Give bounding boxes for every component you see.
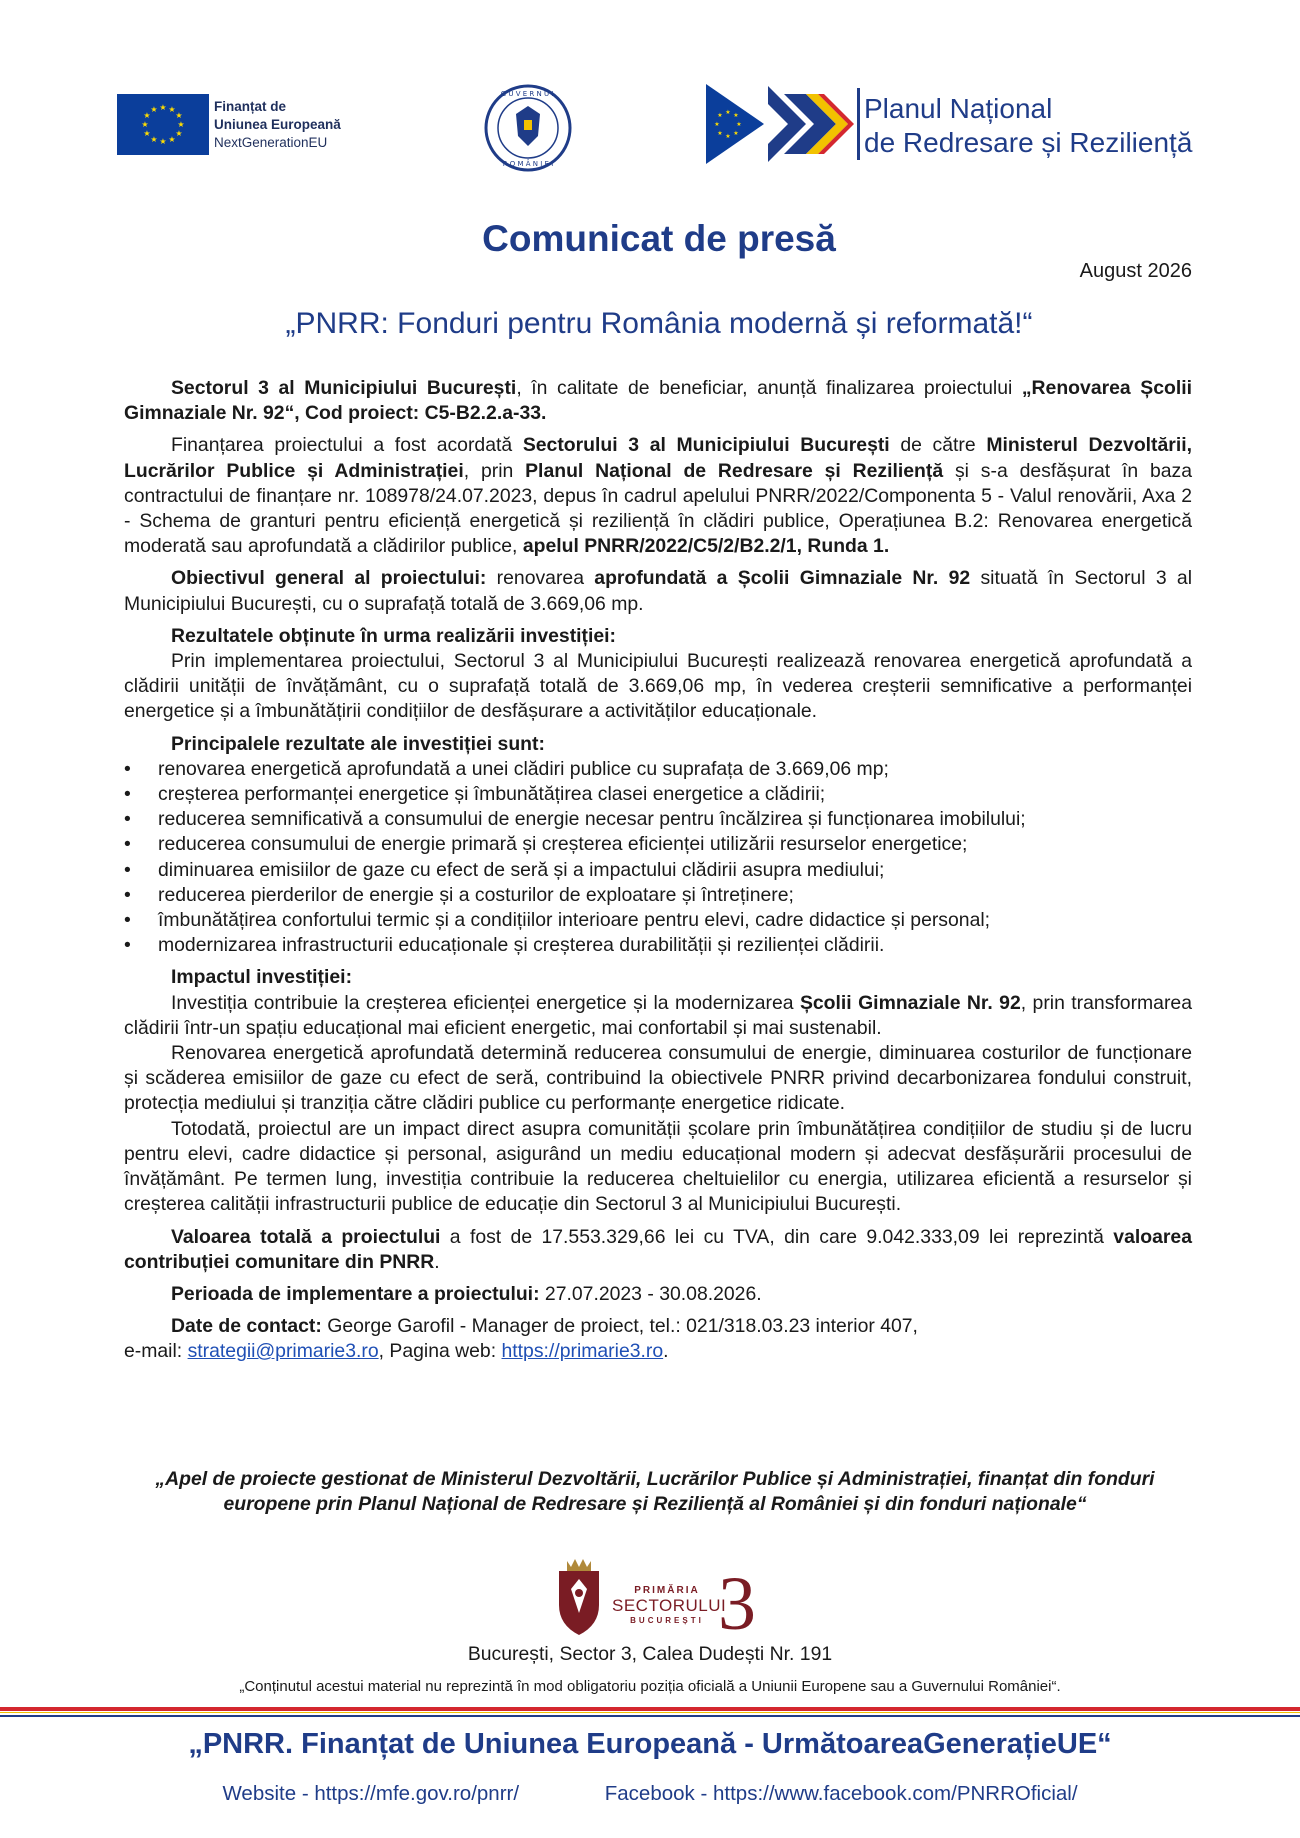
financing-paragraph — [124, 433, 1192, 559]
beneficiary-name: Sectorul 3 al Municipiului București — [171, 377, 517, 399]
financing-text-4: și s-a desfășurat în baza contractului de finanțare nr. 108978/24.07.2023, depus în cadrul apelului PNRR/2022/Componenta 5 - Valul renovării, Axa 2 - Schema de granturi pentru eficiență energetică și reziliență în clădiri publice, Operațiunea B.2: Renovarea energetică moderată sau aprofundată a clădirilor publice, — [124, 459, 1193, 558]
contact-end: . — [663, 1340, 669, 1363]
primaria-line1: PRIMĂRIA — [634, 1585, 700, 1596]
svg-text:★: ★ — [168, 135, 176, 144]
eu-label-line2: Uniunea Europeană — [214, 117, 341, 132]
impact-paragraph-1 — [124, 991, 1192, 1041]
svg-text:G U V E R N U L: G U V E R N U L — [500, 90, 556, 98]
email-link[interactable]: strategii@primarie3.ro — [187, 1340, 379, 1363]
eu-funding-label — [214, 98, 341, 152]
web-label: , Pagina web: — [378, 1340, 502, 1363]
footer-rule-blue — [0, 1715, 1300, 1717]
svg-text:★: ★ — [159, 103, 167, 112]
financing-text-1: Finanțarea proiectului a fost acordată — [171, 434, 523, 457]
footer-links — [0, 1782, 1300, 1806]
svg-text:★: ★ — [143, 111, 151, 120]
svg-text:★: ★ — [175, 129, 183, 138]
list-item: • reducerea pierderilor de energie și a costurilor de exploatare și întreținere; — [124, 883, 1192, 908]
svg-text:★: ★ — [725, 133, 731, 140]
footer-address: București, Sector 3, Calea Dudești Nr. 191 — [467, 1643, 833, 1665]
contact-paragraph — [124, 1314, 1192, 1339]
contact-label: Date de contact: — [171, 1315, 322, 1338]
eu-flag-logo — [117, 94, 209, 155]
main-results-heading — [124, 732, 1192, 757]
impact-text-2: , prin transformarea clădirii într-un spațiu educațional mai eficient energetic, mai confortabil și mai sustenabil. — [124, 991, 1192, 1039]
main-results-list — [124, 757, 1192, 959]
list-item: • diminuarea emisiilor de gaze cu efect de seră și a impactului clădirii asupra mediului; — [124, 858, 1192, 883]
svg-text:★: ★ — [150, 105, 158, 114]
svg-text:★: ★ — [733, 130, 739, 137]
svg-text:★: ★ — [141, 120, 149, 129]
list-item: • reducerea consumului de energie primară și creșterea eficienței utilizării resurselor energetice; — [124, 832, 1192, 857]
pnrr-logo-graphic — [706, 84, 854, 164]
list-item: • modernizarea infrastructurii educaționale și creșterea durabilității și rezilienței clădirii. — [124, 933, 1192, 958]
svg-text:★: ★ — [717, 130, 723, 137]
svg-text:★: ★ — [733, 112, 739, 119]
svg-text:★: ★ — [168, 105, 176, 114]
impact-paragraph-2: Renovarea energetică aprofundată determină reducerea consumului de energie, diminuarea costurilor de funcționare și scăderea emisiilor de gaze cu efect de seră, contribuind la obiectivele PNRR privind decarbonizarea fondului construit, protecția mediului și tranziția către clădiri publice cu performanțe energetice ridicate. — [124, 1042, 1192, 1115]
contact-links — [124, 1339, 1192, 1364]
sector3-number: 3 — [718, 1562, 756, 1646]
results-heading — [124, 624, 1192, 649]
footer-slogan: „PNRR. Finanțat de Uniunea Europeană - UrmătoareaGenerațieUE“ — [188, 1728, 1112, 1760]
financing-text-2: de către — [889, 434, 987, 457]
objective-text-1: renovarea — [486, 567, 595, 590]
svg-text:★: ★ — [725, 109, 731, 116]
government-seal-logo — [484, 84, 572, 172]
period-paragraph — [124, 1282, 1192, 1307]
call-for-projects-note: „Apel de proiecte gestionat de Ministerul Dezvoltării, Lucrărilor Publice și Administrației, finanțat din fonduri europene prin Planul Național de Redresare și Reziliență al României și din fonduri naționale“ — [155, 1468, 1155, 1515]
svg-text:★: ★ — [736, 121, 742, 128]
objective-bold: aprofundată a Școlii Gimnaziale Nr. 92 — [594, 567, 971, 590]
financing-bold-3: Planul Național de Redresare și Reziliență — [525, 459, 944, 482]
list-item: • creșterea performanței energetice și îmbunătățirea clasei energetice a clădirii; — [124, 782, 1192, 807]
svg-text:★: ★ — [177, 120, 185, 129]
primaria-line2: SECTORULUI — [612, 1596, 727, 1615]
pnrr-logo-divider — [857, 88, 860, 160]
svg-text:★: ★ — [175, 111, 183, 120]
value-text: a fost de 17.553.329,66 lei cu TVA, din care 9.042.333,09 lei reprezintă — [440, 1225, 1114, 1248]
website-footer-link[interactable]: Website - https://mfe.gov.ro/pnrr/ — [222, 1782, 520, 1805]
page-title: Comunicat de presă — [482, 218, 836, 259]
value-pnrr-label: valoarea contribuției comunitare din PNRR — [124, 1225, 1192, 1273]
period-dates: 27.07.2023 - 30.08.2026. — [539, 1282, 762, 1305]
pnrr-logo-text — [864, 92, 1192, 160]
svg-text:★: ★ — [717, 112, 723, 119]
email-label: e-mail: — [124, 1340, 188, 1363]
svg-text:★: ★ — [714, 121, 720, 128]
results-heading-text: Rezultatele obținute în urma realizării investiției: — [171, 624, 617, 647]
impact-heading-text: Impactul investiției: — [171, 966, 353, 989]
list-item: • reducerea semnificativă a consumului de energie necesar pentru încălzirea și funcționarea imobilului; — [124, 807, 1192, 832]
main-results-heading-text: Principalele rezultate ale investiției sunt: — [171, 732, 545, 755]
impact-school-name: Școlii Gimnaziale Nr. 92 — [799, 991, 1021, 1014]
footer-rule-yellow — [0, 1712, 1300, 1713]
period-label: Perioada de implementare a proiectului: — [171, 1282, 540, 1305]
objective-paragraph — [124, 566, 1192, 616]
svg-text:★: ★ — [150, 135, 158, 144]
financing-bold-4: apelul PNRR/2022/C5/2/B2.2/1, Runda 1. — [522, 535, 890, 558]
impact-paragraph-3: Totodată, proiectul are un impact direct asupra comunității școlare prin îmbunătățirea condițiilor de studiu și de lucru pentru elevi, cadre didactice și personal, asigurând un mediu educațional modern și adecvat desfășurării procesului de învățământ. Pe termen lung, investiția contribuie la reducerea cheltuielilor cu energia, utilizarea eficientă a resurselor și creșterea calității infrastructurii publice de educație din Sectorul 3 al Municipiului București. — [124, 1117, 1192, 1216]
footer-rule-red — [0, 1707, 1300, 1711]
contact-person: George Garofil - Manager de proiect, tel.: 021/318.03.23 interior 407, — [321, 1315, 918, 1338]
release-date: August 2026 — [1079, 260, 1192, 282]
eu-label-line3: NextGenerationEU — [214, 135, 328, 150]
eu-label-line1: Finanțat de — [214, 99, 287, 114]
objective-label: Obiectivul general al proiectului: — [171, 567, 487, 590]
value-end: . — [434, 1250, 440, 1273]
results-paragraph: Prin implementarea proiectului, Sectorul 3 al Municipiului București realizează renovarea energetică aprofundată a clădirii unității de învățământ, cu o suprafață totală de 3.669,06 mp, în vederea creșterii semnificative a performanței energetice și a îmbunătățirii condițiilor de desfășurare a activităților educaționale. — [124, 650, 1192, 723]
primaria-line3: BUCUREȘTI — [630, 1616, 704, 1625]
footer-disclaimer: „Conținutul acestui material nu reprezintă în mod obligatoriu poziția oficială a Uniunii Europene sau a Guvernului României“. — [239, 1678, 1061, 1695]
list-item: • îmbunătățirea confortului termic și a condițiilor interioare pentru elevi, cadre didactice și personal; — [124, 908, 1192, 933]
svg-text:R O M Â N I E I: R O M Â N I E I — [502, 160, 554, 168]
list-item: • renovarea energetică aprofundată a unei clădiri publice cu suprafața de 3.669,06 mp; — [124, 757, 1192, 782]
sector3-logo-text — [612, 1585, 727, 1625]
impact-text-1: Investiția contribuie la creșterea eficienței energetice și la modernizarea — [171, 991, 800, 1014]
page-subtitle: „PNRR: Fonduri pentru România modernă și reformată!“ — [285, 307, 1033, 340]
facebook-footer-link[interactable]: Facebook - https://www.facebook.com/PNRROficial/ — [604, 1782, 1078, 1805]
financing-bold-1: Sectorului 3 al Municipiului București — [522, 434, 890, 457]
intro-paragraph — [124, 376, 1192, 426]
financing-text-3: , prin — [463, 459, 526, 482]
objective-text-2: situată în Sectorul 3 al Municipiului București, cu o suprafață totală de 3.669,06 mp. — [124, 567, 1192, 615]
pnrr-logo-line1: Planul Național — [864, 93, 1053, 124]
intro-text: , în calitate de beneficiar, anunță finalizarea proiectului — [516, 377, 1022, 399]
value-label: Valoarea totală a proiectului — [171, 1225, 441, 1248]
value-paragraph — [124, 1225, 1192, 1275]
svg-text:★: ★ — [159, 137, 167, 146]
project-name: „Renovarea Școlii Gimnaziale Nr. 92“, Cod proiect: C5-B2.2.a-33. — [124, 377, 1192, 425]
pnrr-logo-line2: de Redresare și Reziliență — [864, 127, 1193, 158]
website-link[interactable]: https://primarie3.ro — [501, 1340, 664, 1363]
financing-bold-2: Ministerul Dezvoltării, Lucrărilor Publice și Administrației — [124, 434, 1192, 482]
press-release-body — [124, 376, 1192, 1365]
impact-heading — [124, 965, 1192, 990]
svg-text:★: ★ — [143, 129, 151, 138]
sector3-crest-icon — [553, 1553, 605, 1639]
